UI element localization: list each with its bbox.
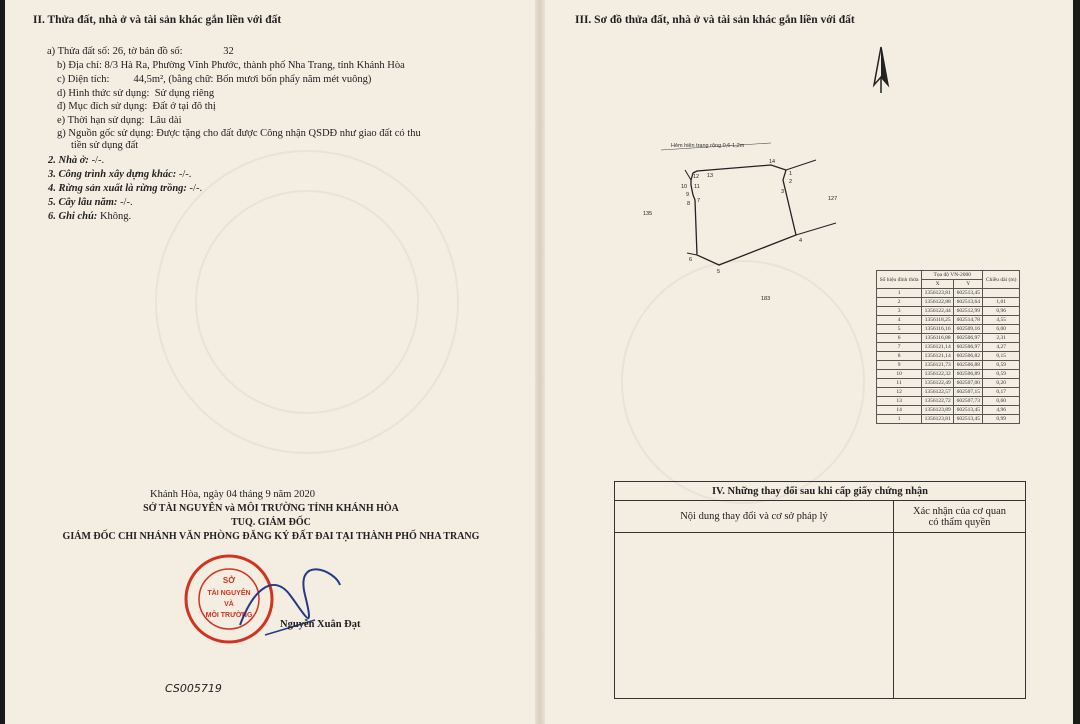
coordinate-row xyxy=(877,289,1020,298)
coordinate-cell: 1356123,81 xyxy=(922,415,954,424)
coordinate-cell: 12 xyxy=(877,388,922,397)
coordinate-cell: 602506,88 xyxy=(954,361,983,370)
coordinate-row xyxy=(877,298,1020,307)
changes-confirmation-cell xyxy=(894,533,1026,699)
point-label-7: 7 xyxy=(697,198,701,204)
coordinate-row xyxy=(877,352,1020,361)
coordinate-cell: 602506,97 xyxy=(954,343,983,352)
coordinate-cell: 602506,82 xyxy=(954,352,983,361)
coordinate-cell: 8 xyxy=(877,352,922,361)
coord-header-system: Tọa độ VN-2000 xyxy=(922,271,983,280)
signature xyxy=(235,565,345,645)
coordinate-cell: 6 xyxy=(877,334,922,343)
item-house: 2. Nhà ở: -/-. xyxy=(48,155,105,166)
parcel-boundary xyxy=(691,165,796,265)
coordinate-cell: 0,15 xyxy=(983,352,1020,361)
coordinate-row xyxy=(877,397,1020,406)
neighbor-parcel-right: 127 xyxy=(828,196,838,202)
coord-header-point: Số hiệu đỉnh thửa xyxy=(877,271,922,289)
coordinate-cell: 1356122,57 xyxy=(922,388,954,397)
coordinate-cell: 1356123,81 xyxy=(922,289,954,298)
coordinate-cell xyxy=(983,289,1020,298)
changes-header-confirmation: Xác nhận của cơ quan có thẩm quyền xyxy=(894,501,1026,533)
coordinate-row xyxy=(877,343,1020,352)
coordinate-cell: 0,59 xyxy=(983,370,1020,379)
coordinate-cell: 1356118,25 xyxy=(922,316,954,325)
watermark-circle-inner xyxy=(195,190,419,414)
point-label-4: 4 xyxy=(799,238,803,244)
neighbor-line-2 xyxy=(796,223,836,235)
changes-header-content: Nội dung thay đổi và cơ sở pháp lý xyxy=(615,501,894,533)
coordinate-cell: 602509,16 xyxy=(954,325,983,334)
land-use-purpose: đ) Mục đích sử dụng: Đất ở tại đô thị xyxy=(57,101,216,112)
point-label-10: 10 xyxy=(681,184,688,190)
handwritten-code: CS005719 xyxy=(165,682,222,695)
coordinate-cell: 602513,45 xyxy=(954,289,983,298)
coordinate-cell: 1356121,14 xyxy=(922,352,954,361)
coordinate-cell: 3 xyxy=(877,307,922,316)
coordinate-cell: 1 xyxy=(877,415,922,424)
coordinate-cell: 602506,97 xyxy=(954,334,983,343)
coordinate-cell: 1356122,44 xyxy=(922,307,954,316)
point-label-5: 5 xyxy=(717,269,721,275)
authorization: TUQ. GIÁM ĐỐC xyxy=(231,517,311,528)
land-address: b) Địa chỉ: 8/3 Hà Ra, Phường Vĩnh Phước, thành phố Nha Trang, tỉnh Khánh Hòa xyxy=(57,60,405,71)
neighbor-parcel-bottom: 183 xyxy=(761,296,771,300)
coordinate-row xyxy=(877,334,1020,343)
coordinate-cell: 11 xyxy=(877,379,922,388)
coordinate-cell: 602507,00 xyxy=(954,379,983,388)
coordinate-cell: 0,60 xyxy=(983,397,1020,406)
coordinate-cell: 4,96 xyxy=(983,406,1020,415)
coordinate-cell: 1356122,88 xyxy=(922,298,954,307)
coordinate-cell: 1356122,72 xyxy=(922,397,954,406)
coordinate-cell: 602513,45 xyxy=(954,406,983,415)
coordinate-cell: 7 xyxy=(877,343,922,352)
point-label-11: 11 xyxy=(694,184,700,190)
land-use-term: e) Thời hạn sử dụng: Lâu dài xyxy=(57,115,182,126)
point-label-12: 12 xyxy=(693,174,700,180)
land-origin-cont: tiền sử dụng đất xyxy=(71,140,139,151)
changes-table xyxy=(614,481,1026,699)
left-page xyxy=(5,0,537,724)
branch-director: GIÁM ĐỐC CHI NHÁNH VĂN PHÒNG ĐĂNG KÝ ĐẤT ĐAI TẠI THÀNH PHỐ NHA TRANG xyxy=(62,531,480,542)
land-line-a: a) Thửa đất số: 26, tờ bản đồ số: 32 xyxy=(47,46,234,57)
coordinate-cell: 1356121,14 xyxy=(922,343,954,352)
neighbor-line-1 xyxy=(786,160,816,170)
signer-name: Nguyễn Xuân Đạt xyxy=(280,619,361,630)
right-page xyxy=(541,0,1073,724)
section-4-title: IV. Những thay đổi sau khi cấp giấy chứng nhận xyxy=(615,482,1026,501)
coordinate-cell: 6,00 xyxy=(983,325,1020,334)
north-arrow-icon xyxy=(866,45,896,95)
coordinate-row xyxy=(877,325,1020,334)
coordinate-row xyxy=(877,361,1020,370)
coordinate-cell: 1,01 xyxy=(983,298,1020,307)
neighbor-line-3 xyxy=(685,170,691,180)
coordinate-cell: 2 xyxy=(877,298,922,307)
item-notes: 6. Ghi chú: Không. xyxy=(48,211,132,222)
coordinate-cell: 602514,78 xyxy=(954,316,983,325)
coordinate-cell: 4,27 xyxy=(983,343,1020,352)
svg-text:MÔI TRƯỜNG: MÔI TRƯỜNG xyxy=(205,612,253,619)
coord-header-y: Y xyxy=(954,280,983,289)
coordinate-cell: 10 xyxy=(877,370,922,379)
coordinate-row xyxy=(877,316,1020,325)
coordinate-cell: 1356123,89 xyxy=(922,406,954,415)
parcel-map xyxy=(631,125,871,300)
item-forest: 4. Rừng sản xuất là rừng trồng: -/-. xyxy=(48,183,203,194)
coordinate-cell: 602513,45 xyxy=(954,415,983,424)
coordinate-cell: 0,96 xyxy=(983,307,1020,316)
coordinate-cell: 602506,89 xyxy=(954,370,983,379)
coordinate-cell: 0,99 xyxy=(983,415,1020,424)
coordinate-cell: 0,59 xyxy=(983,361,1020,370)
coordinate-cell: 1 xyxy=(877,289,922,298)
coordinate-row xyxy=(877,307,1020,316)
coordinate-cell: 1356121,73 xyxy=(922,361,954,370)
coordinate-cell: 602512,99 xyxy=(954,307,983,316)
coordinate-cell: 14 xyxy=(877,406,922,415)
section-2-title: II. Thửa đất, nhà ở và tài sản khác gắn liền với đất xyxy=(33,14,282,26)
point-label-2: 2 xyxy=(789,179,793,185)
item-perennial-trees: 5. Cây lâu năm: -/-. xyxy=(48,197,133,208)
coordinate-cell: 0,17 xyxy=(983,388,1020,397)
coordinate-row xyxy=(877,388,1020,397)
coordinate-row xyxy=(877,379,1020,388)
point-label-14: 14 xyxy=(769,159,776,165)
coord-header-length: Chiều dài (m) xyxy=(983,271,1020,289)
issuing-authority: SỞ TÀI NGUYÊN và MÔI TRƯỜNG TỈNH KHÁNH HÒA xyxy=(143,503,399,514)
item-other-construction: 3. Công trình xây dựng khác: -/-. xyxy=(48,169,192,180)
land-origin: g) Nguồn gốc sử dụng: Được tặng cho đất được Công nhận QSDĐ như giao đất có thu xyxy=(57,128,421,139)
coordinate-table xyxy=(876,270,1020,424)
alley-note: Hẻm hiện trạng rộng 0,6-1,2m xyxy=(671,143,745,149)
coordinate-cell: 0,20 xyxy=(983,379,1020,388)
coordinate-cell: 602507,73 xyxy=(954,397,983,406)
neighbor-line-4 xyxy=(687,253,697,255)
coordinate-row xyxy=(877,406,1020,415)
point-label-3: 3 xyxy=(781,189,785,195)
coordinate-cell: 5 xyxy=(877,325,922,334)
land-area: c) Diện tích: 44,5m², (bằng chữ: Bốn mươi bốn phẩy năm mét vuông) xyxy=(57,74,372,85)
coordinate-cell: 4,55 xyxy=(983,316,1020,325)
point-label-9: 9 xyxy=(686,192,690,198)
coordinate-cell: 4 xyxy=(877,316,922,325)
coordinate-cell: 1356116,16 xyxy=(922,325,954,334)
issue-date: Khánh Hòa, ngày 04 tháng 9 năm 2020 xyxy=(150,489,316,500)
coordinate-cell: 1356122,32 xyxy=(922,370,954,379)
section-3-title: III. Sơ đồ thửa đất, nhà ở và tài sản khác gắn liền với đất xyxy=(575,14,855,26)
coordinate-cell: 602513,64 xyxy=(954,298,983,307)
coordinate-cell: 2,31 xyxy=(983,334,1020,343)
coordinate-row xyxy=(877,415,1020,424)
svg-text:SỞ: SỞ xyxy=(222,576,236,585)
point-label-1: 1 xyxy=(789,171,793,177)
coordinate-cell: 1356116,88 xyxy=(922,334,954,343)
land-use-form: d) Hình thức sử dụng: Sử dụng riêng xyxy=(57,88,215,99)
point-label-6: 6 xyxy=(689,257,693,263)
coordinate-cell: 9 xyxy=(877,361,922,370)
coordinate-cell: 1356122,49 xyxy=(922,379,954,388)
coordinate-row xyxy=(877,370,1020,379)
point-label-13: 13 xyxy=(707,173,714,179)
certificate-sheet xyxy=(5,0,1073,724)
neighbor-parcel-left: 135 xyxy=(643,211,653,217)
point-label-8: 8 xyxy=(687,201,691,207)
changes-content-cell xyxy=(615,533,894,699)
coordinate-cell: 13 xyxy=(877,397,922,406)
coord-header-x: X xyxy=(922,280,954,289)
coordinate-cell: 602507,15 xyxy=(954,388,983,397)
svg-text:VÀ: VÀ xyxy=(224,601,234,608)
svg-text:TÀI NGUYÊN: TÀI NGUYÊN xyxy=(207,590,251,597)
